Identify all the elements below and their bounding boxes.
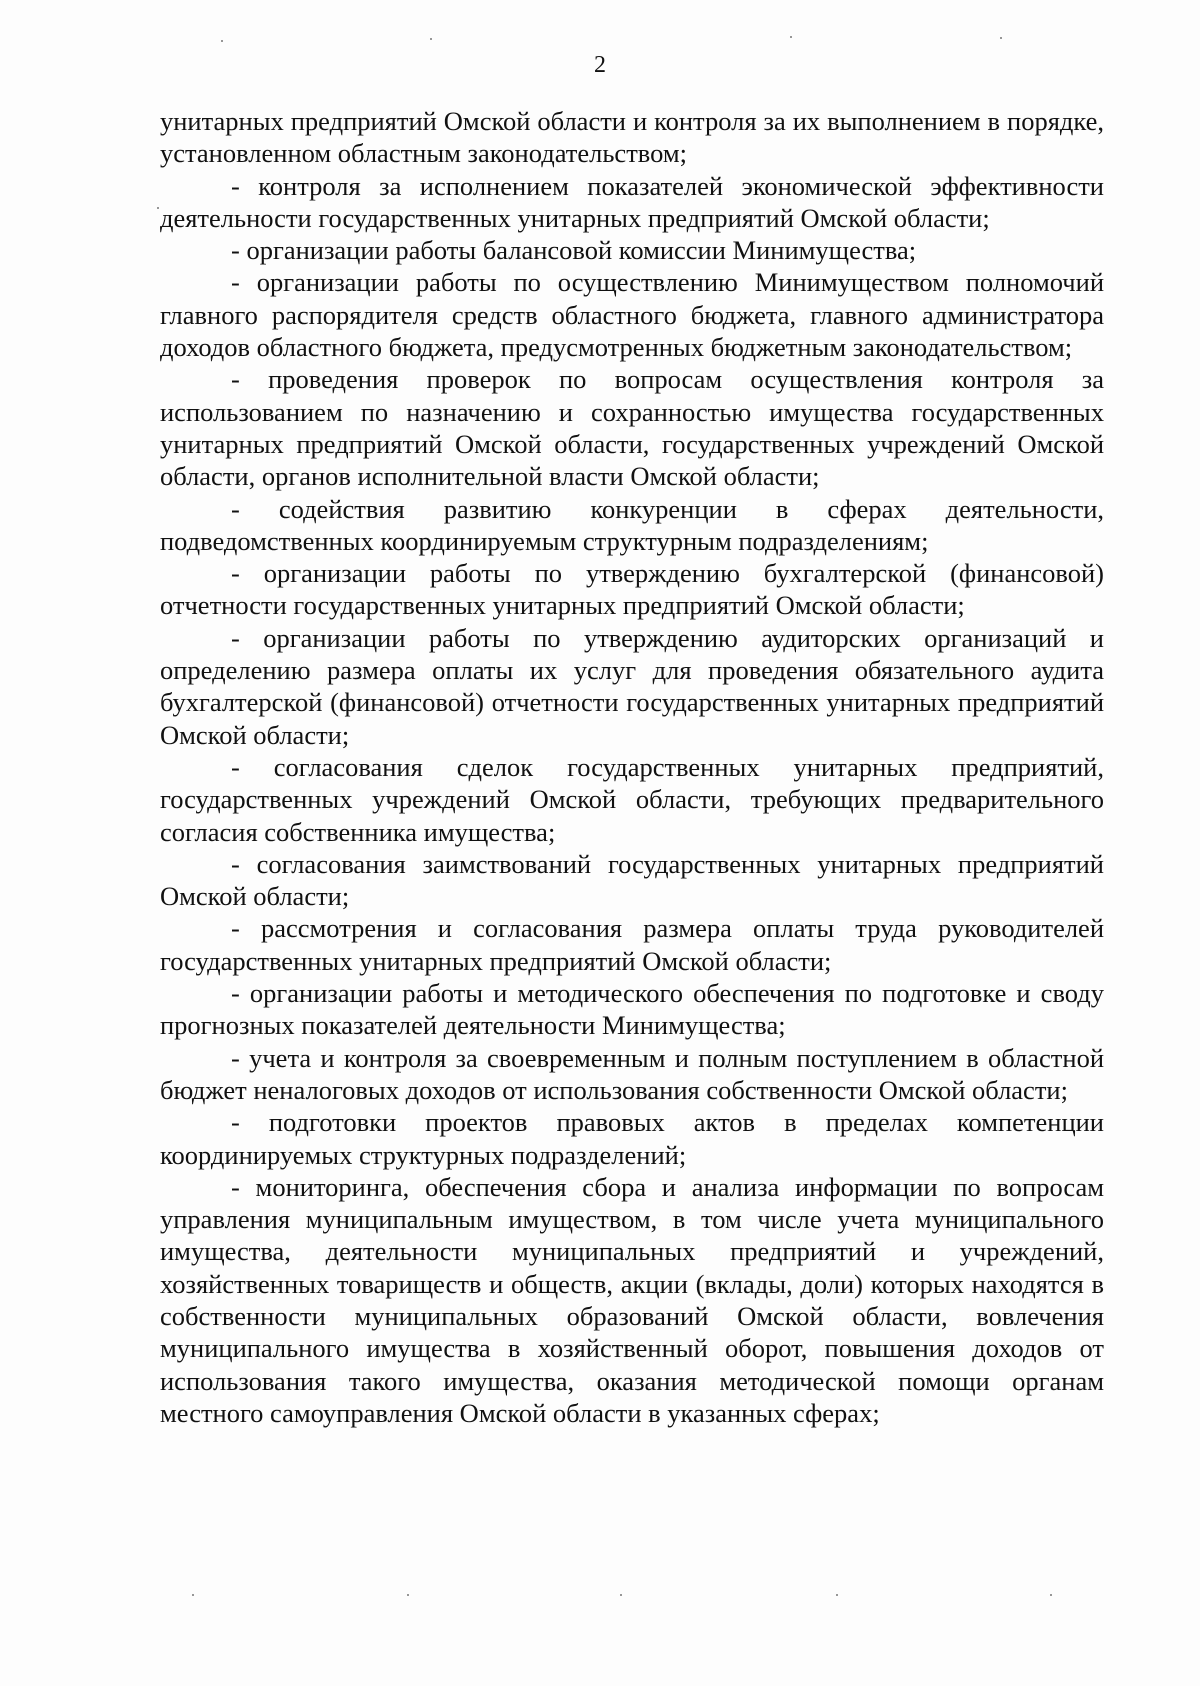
scan-speck bbox=[836, 1594, 838, 1596]
list-item-paragraph: - организации работы по утверждению бухгалтерской (финансовой) отчетности государственных унитарных предприятий Омской области; bbox=[160, 558, 1104, 621]
list-item-paragraph: - мониторинга, обеспечения сбора и анализа информации по вопросам управления муниципальным имуществом, в том числе учета муниципального имущества, деятельности муниципальных предприятий и учреждений, хозяйственных товариществ и обществ, акции (вклады, доли) которых находятся в собственности муниципальных образований Омской области, вовлечения муниципального имущества в хозяйственный оборот, повышения доходов от использования такого имущества, оказания методической помощи органам местного самоуправления Омской области в указанных сферах; bbox=[160, 1171, 1104, 1428]
scan-speck bbox=[407, 1594, 409, 1596]
list-item-paragraph: - организации работы по осуществлению Минимуществом полномочий главного распорядителя средств областного бюджета, главного администратора доходов областного бюджета, предусмотренных бюджетным законодательством; bbox=[160, 267, 1104, 363]
scan-speck bbox=[157, 207, 159, 209]
paragraph-continuation: унитарных предприятий Омской области и контроля за их выполнением в порядке, установленном областным законодательством; bbox=[160, 106, 1104, 169]
list-item-paragraph: - организации работы балансовой комиссии Минимущества; bbox=[231, 235, 917, 266]
list-item-paragraph: - проведения проверок по вопросам осуществления контроля за использованием по назначению и сохранностью имущества государственных унитарных предприятий Омской области, государственных учреждений Омской области, органов исполнительной власти Омской области; bbox=[160, 364, 1104, 492]
list-item-paragraph: - содействия развитию конкуренции в сферах деятельности, подведомственных координируемым структурным подразделениям; bbox=[160, 493, 1104, 556]
list-item-paragraph: - организации работы и методического обеспечения по подготовке и своду прогнозных показателей деятельности Минимущества; bbox=[160, 978, 1104, 1041]
scan-speck bbox=[430, 38, 432, 40]
scan-speck bbox=[1050, 1594, 1052, 1596]
list-item-paragraph: - учета и контроля за своевременным и полным поступлением в областной бюджет неналоговых доходов от использования собственности Омской области; bbox=[160, 1042, 1104, 1105]
list-item-paragraph: - контроля за исполнением показателей экономической эффективности деятельности государственных унитарных предприятий Омской области; bbox=[160, 170, 1104, 233]
list-item-paragraph: - согласования сделок государственных унитарных предприятий, государственных учреждений Омской области, требующих предварительного согласия собственника имущества; bbox=[160, 751, 1104, 847]
scan-speck bbox=[790, 36, 792, 38]
page-number: 2 bbox=[594, 52, 606, 78]
scan-speck bbox=[221, 40, 223, 42]
scan-speck bbox=[620, 1594, 622, 1596]
list-item-paragraph: - рассмотрения и согласования размера оплаты труда руководителей государственных унитарных предприятий Омской области; bbox=[160, 913, 1104, 976]
list-item-paragraph: - согласования заимствований государственных унитарных предприятий Омской области; bbox=[160, 848, 1104, 912]
scan-speck bbox=[192, 1594, 194, 1596]
scan-speck bbox=[1000, 37, 1002, 39]
list-item-paragraph: - организации работы по утверждению аудиторских организаций и определению размера оплаты их услуг для проведения обязательного аудита бухгалтерской (финансовой) отчетности государственных унитарных предприятий Омской области; bbox=[160, 622, 1104, 750]
list-item-paragraph: - подготовки проектов правовых актов в пределах компетенции координируемых структурных подразделений; bbox=[160, 1107, 1104, 1170]
document-body bbox=[160, 105, 1104, 1429]
